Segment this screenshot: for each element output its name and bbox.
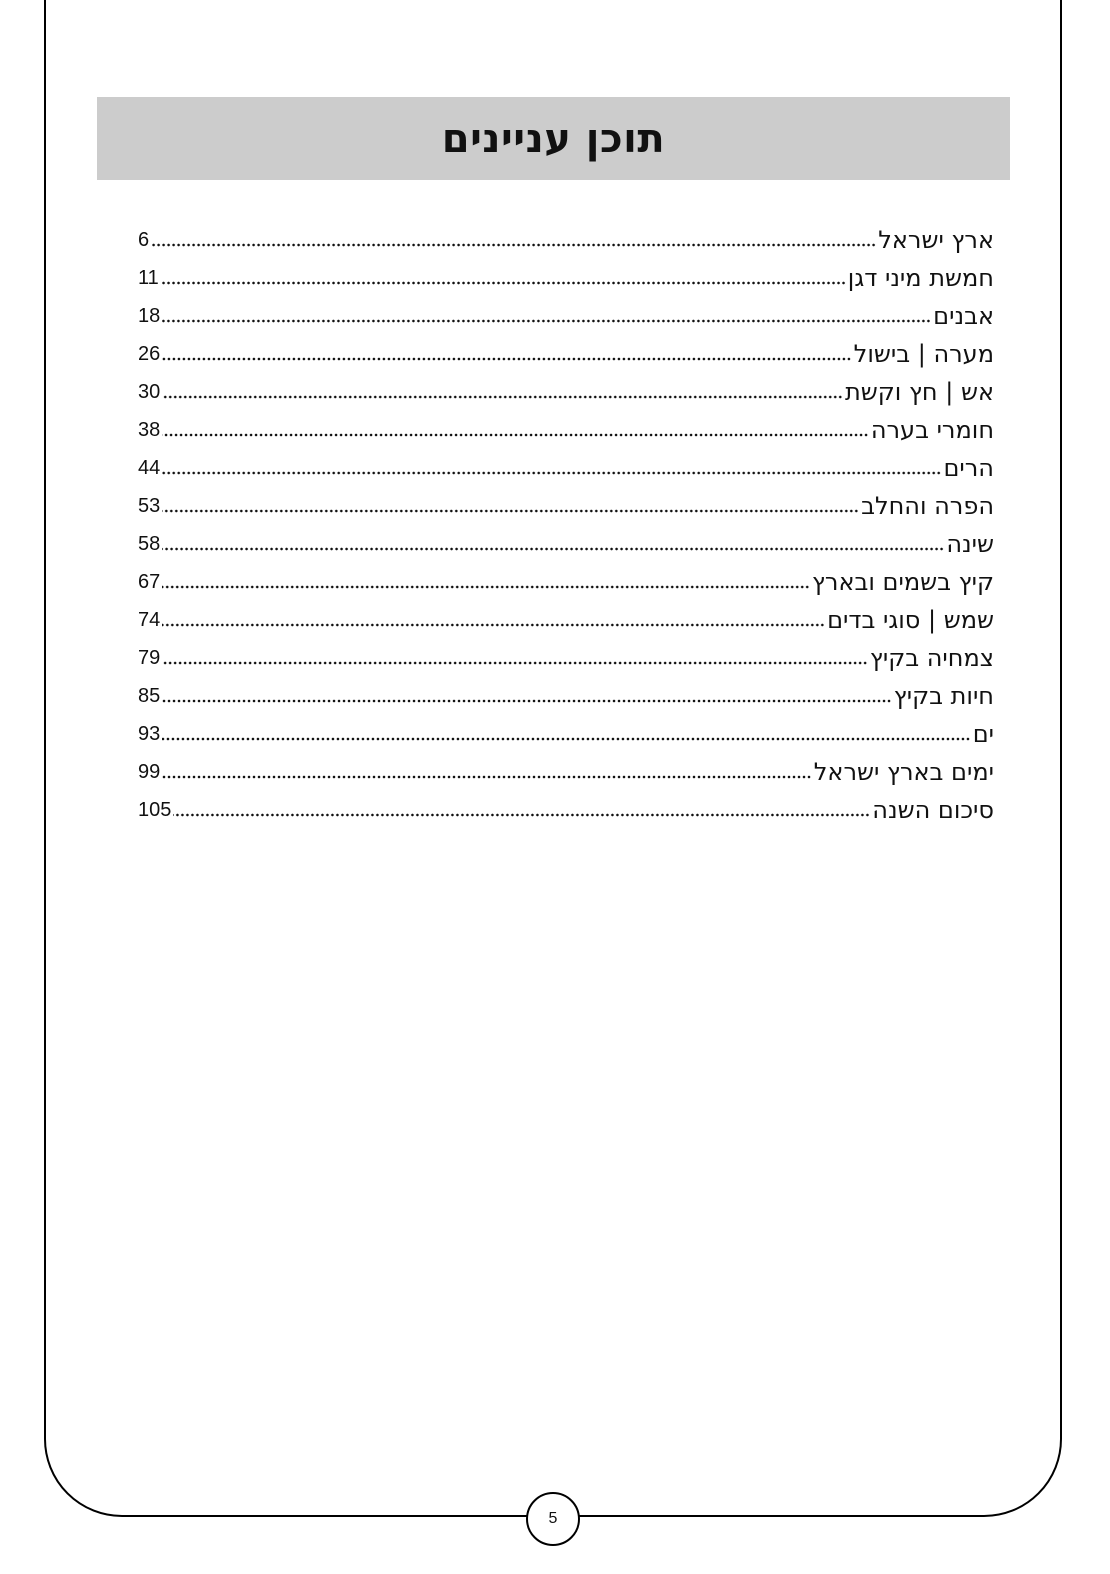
toc-leader-dots — [162, 584, 810, 590]
toc-entry[interactable] — [138, 221, 994, 259]
toc-entry-page: 99 — [138, 761, 161, 783]
table-of-contents — [138, 221, 994, 829]
toc-entry[interactable] — [138, 335, 994, 373]
toc-entry[interactable] — [138, 411, 994, 449]
toc-leader-dots — [162, 622, 825, 628]
toc-entry-title: הרים — [943, 454, 994, 482]
page-number — [526, 1492, 580, 1546]
toc-entry[interactable] — [138, 791, 994, 829]
toc-entry[interactable] — [138, 563, 994, 601]
toc-entry[interactable] — [138, 639, 994, 677]
toc-entry[interactable] — [138, 753, 994, 791]
toc-leader-dots — [162, 394, 843, 400]
toc-leader-dots — [162, 546, 944, 552]
toc-entry-page: 79 — [138, 647, 161, 669]
toc-entry-page: 74 — [138, 609, 161, 631]
title-banner — [97, 97, 1010, 180]
toc-entry[interactable] — [138, 525, 994, 563]
toc-entry[interactable] — [138, 449, 994, 487]
toc-leader-dots — [162, 736, 970, 742]
toc-entry-title: שינה — [946, 530, 994, 558]
toc-leader-dots — [162, 698, 892, 704]
toc-entry-title: מערה | בישול — [853, 340, 994, 368]
toc-entry[interactable] — [138, 715, 994, 753]
toc-entry-page: 6 — [138, 229, 150, 251]
toc-entry-page: 58 — [138, 533, 161, 555]
toc-leader-dots — [161, 280, 846, 286]
toc-entry-page: 38 — [138, 419, 161, 441]
toc-entry-title: אבנים — [933, 302, 994, 330]
toc-entry-page: 85 — [138, 685, 161, 707]
page-number-label: 5 — [548, 1510, 558, 1527]
toc-entry[interactable] — [138, 297, 994, 335]
toc-entry-page: 30 — [138, 381, 161, 403]
toc-entry-title: ים — [972, 720, 994, 748]
toc-entry-title: סיכום השנה — [872, 796, 994, 824]
toc-leader-dots — [162, 508, 859, 514]
toc-entry[interactable] — [138, 487, 994, 525]
toc-entry-page: 53 — [138, 495, 161, 517]
toc-entry[interactable] — [138, 373, 994, 411]
toc-entry-title: צמחיה בקיץ — [869, 644, 994, 672]
toc-leader-dots — [173, 812, 870, 818]
toc-entry-title: ימים בארץ ישראל — [813, 758, 994, 786]
toc-entry-title: חמשת מיני דגן — [847, 264, 994, 292]
toc-entry-page: 11 — [138, 267, 159, 289]
toc-entry-title: הפרה והחלב — [861, 492, 994, 520]
toc-entry-title: שמש | סוגי בדים — [827, 606, 994, 634]
toc-entry[interactable] — [138, 601, 994, 639]
toc-entry-page: 93 — [138, 723, 161, 745]
toc-entry-title: חומרי בערה — [870, 416, 994, 444]
toc-leader-dots — [162, 774, 812, 780]
toc-entry-page: 67 — [138, 571, 161, 593]
toc-entry[interactable] — [138, 259, 994, 297]
toc-leader-dots — [151, 242, 876, 248]
toc-entry-title: ארץ ישראל — [878, 226, 994, 254]
toc-leader-dots — [162, 356, 851, 362]
toc-entry-page: 44 — [138, 457, 161, 479]
toc-leader-dots — [162, 432, 869, 438]
toc-entry-title: חיות בקיץ — [893, 682, 994, 710]
toc-entry-title: אש | חץ וקשת — [845, 378, 994, 406]
toc-entry-page: 18 — [138, 305, 161, 327]
toc-leader-dots — [162, 318, 931, 324]
page-title: תוכן עניינים — [441, 115, 666, 162]
toc-entry-page: 105 — [138, 799, 172, 821]
toc-leader-dots — [162, 660, 868, 666]
toc-leader-dots — [162, 470, 941, 476]
toc-entry-page: 26 — [138, 343, 161, 365]
toc-entry-title: קיץ בשמים ובארץ — [811, 568, 994, 596]
toc-entry[interactable] — [138, 677, 994, 715]
